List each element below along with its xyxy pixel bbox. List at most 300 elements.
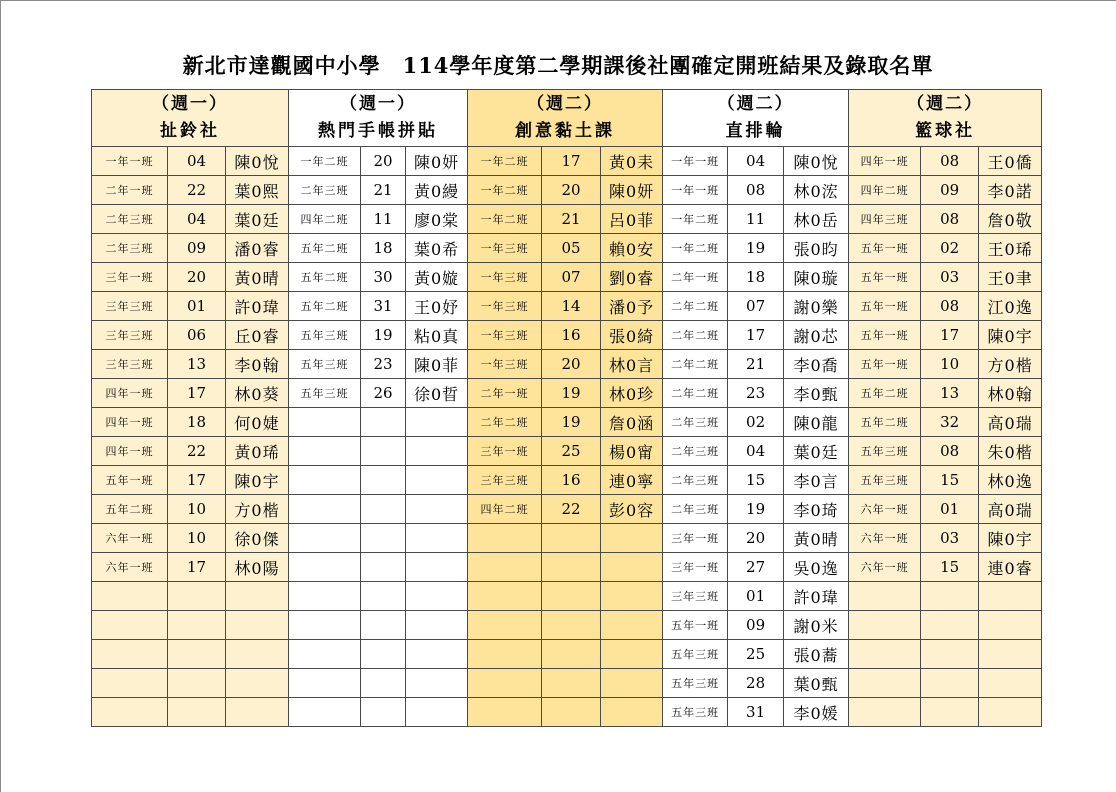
student-class: 五年一班 <box>663 611 728 640</box>
student-class <box>289 495 361 524</box>
student-seat: 20 <box>168 263 226 292</box>
student-name: 高0瑞 <box>979 408 1042 437</box>
student-name: 徐0傑 <box>226 524 289 553</box>
student-class: 三年三班 <box>468 466 542 495</box>
student-name: 吳0逸 <box>784 553 849 582</box>
student-class <box>849 698 921 727</box>
student-class <box>468 524 542 553</box>
student-class: 四年二班 <box>289 205 361 234</box>
student-class: 三年三班 <box>92 292 168 321</box>
student-class <box>849 582 921 611</box>
student-seat: 09 <box>728 611 784 640</box>
student-seat: 09 <box>921 176 979 205</box>
student-seat <box>168 698 226 727</box>
student-class: 五年二班 <box>849 408 921 437</box>
table-row <box>92 553 1042 582</box>
student-name: 何0婕 <box>226 408 289 437</box>
table-row <box>92 263 1042 292</box>
student-name: 陳0妍 <box>406 147 468 176</box>
student-seat: 01 <box>921 495 979 524</box>
club-header <box>92 90 289 147</box>
roster-body <box>92 90 1042 727</box>
student-name: 張0昀 <box>784 234 849 263</box>
student-class <box>289 698 361 727</box>
student-seat: 08 <box>728 176 784 205</box>
student-class: 六年一班 <box>849 495 921 524</box>
student-seat <box>542 524 601 553</box>
student-seat: 03 <box>921 524 979 553</box>
student-seat: 10 <box>168 524 226 553</box>
student-seat: 04 <box>728 437 784 466</box>
student-name: 王0妤 <box>406 292 468 321</box>
student-seat: 09 <box>168 234 226 263</box>
student-class: 一年一班 <box>92 147 168 176</box>
student-class: 五年二班 <box>289 263 361 292</box>
student-name <box>979 640 1042 669</box>
student-class: 一年二班 <box>468 147 542 176</box>
student-name <box>406 582 468 611</box>
student-class: 二年二班 <box>663 321 728 350</box>
student-class: 二年二班 <box>663 379 728 408</box>
student-seat: 17 <box>921 321 979 350</box>
student-name: 陳0妍 <box>601 176 663 205</box>
student-name: 許0瑋 <box>226 292 289 321</box>
student-seat: 27 <box>728 553 784 582</box>
student-class <box>289 437 361 466</box>
student-class: 一年三班 <box>468 321 542 350</box>
student-seat <box>542 640 601 669</box>
student-seat <box>361 437 406 466</box>
student-name: 王0僑 <box>979 147 1042 176</box>
student-seat <box>361 698 406 727</box>
student-name: 陳0菲 <box>406 350 468 379</box>
student-class <box>92 669 168 698</box>
student-seat: 03 <box>921 263 979 292</box>
student-class: 五年三班 <box>289 379 361 408</box>
student-name: 葉0廷 <box>784 437 849 466</box>
student-seat: 10 <box>921 350 979 379</box>
student-class: 六年一班 <box>849 524 921 553</box>
student-name: 林0翰 <box>979 379 1042 408</box>
student-seat: 15 <box>728 466 784 495</box>
student-class: 五年三班 <box>289 321 361 350</box>
student-name <box>406 466 468 495</box>
student-name <box>601 611 663 640</box>
student-class: 一年一班 <box>663 176 728 205</box>
student-name: 林0葵 <box>226 379 289 408</box>
student-name: 徐0晢 <box>406 379 468 408</box>
student-seat <box>921 611 979 640</box>
student-class: 四年一班 <box>92 379 168 408</box>
student-class: 四年二班 <box>468 495 542 524</box>
student-class: 三年一班 <box>663 553 728 582</box>
student-seat: 14 <box>542 292 601 321</box>
student-name: 林0珍 <box>601 379 663 408</box>
student-name <box>601 640 663 669</box>
student-class: 二年三班 <box>663 408 728 437</box>
student-seat <box>168 611 226 640</box>
student-seat: 05 <box>542 234 601 263</box>
student-class <box>289 408 361 437</box>
student-seat: 11 <box>728 205 784 234</box>
club-name: 熱門手帳拼貼 <box>318 121 439 141</box>
student-seat <box>542 611 601 640</box>
student-name: 葉0希 <box>406 234 468 263</box>
student-name: 李0琦 <box>784 495 849 524</box>
student-seat: 19 <box>361 321 406 350</box>
student-name: 楊0甯 <box>601 437 663 466</box>
table-row <box>92 611 1042 640</box>
student-seat: 08 <box>921 205 979 234</box>
student-class <box>92 611 168 640</box>
student-name: 賴0安 <box>601 234 663 263</box>
student-seat: 22 <box>542 495 601 524</box>
student-seat: 17 <box>168 466 226 495</box>
student-class: 五年二班 <box>289 234 361 263</box>
student-seat <box>361 408 406 437</box>
student-name <box>406 640 468 669</box>
student-name: 黃0縵 <box>406 176 468 205</box>
student-name: 謝0米 <box>784 611 849 640</box>
student-seat: 22 <box>168 176 226 205</box>
student-class: 六年一班 <box>92 524 168 553</box>
student-seat: 25 <box>542 437 601 466</box>
student-name: 高0瑞 <box>979 495 1042 524</box>
club-week: （週一） <box>340 94 417 114</box>
student-seat: 26 <box>361 379 406 408</box>
table-row <box>92 408 1042 437</box>
student-seat: 18 <box>361 234 406 263</box>
student-class <box>468 611 542 640</box>
student-seat: 08 <box>921 437 979 466</box>
student-seat <box>361 524 406 553</box>
student-seat: 19 <box>728 234 784 263</box>
table-row <box>92 466 1042 495</box>
student-seat <box>921 669 979 698</box>
student-seat: 31 <box>361 292 406 321</box>
student-name <box>406 524 468 553</box>
student-name <box>979 698 1042 727</box>
student-class <box>468 698 542 727</box>
student-name: 連0寧 <box>601 466 663 495</box>
student-name: 丘0睿 <box>226 321 289 350</box>
table-row <box>92 437 1042 466</box>
student-class: 三年三班 <box>92 321 168 350</box>
student-seat: 08 <box>921 147 979 176</box>
student-seat: 18 <box>728 263 784 292</box>
student-name <box>601 698 663 727</box>
student-name <box>601 669 663 698</box>
student-class: 一年三班 <box>468 350 542 379</box>
student-class: 一年二班 <box>468 205 542 234</box>
table-row <box>92 582 1042 611</box>
student-name: 葉0廷 <box>226 205 289 234</box>
student-name: 廖0棠 <box>406 205 468 234</box>
student-name <box>406 611 468 640</box>
student-class <box>468 640 542 669</box>
student-class: 五年三班 <box>663 698 728 727</box>
student-seat <box>361 669 406 698</box>
student-class: 二年三班 <box>663 495 728 524</box>
student-class: 四年三班 <box>849 205 921 234</box>
student-seat: 04 <box>168 205 226 234</box>
student-class: 一年三班 <box>468 234 542 263</box>
student-class: 一年二班 <box>468 176 542 205</box>
student-seat: 01 <box>168 292 226 321</box>
student-seat: 02 <box>921 234 979 263</box>
student-name: 許0瑋 <box>784 582 849 611</box>
student-class: 二年三班 <box>663 437 728 466</box>
student-name: 葉0熙 <box>226 176 289 205</box>
student-seat <box>168 640 226 669</box>
student-seat: 25 <box>728 640 784 669</box>
student-seat: 08 <box>921 292 979 321</box>
student-class <box>92 640 168 669</box>
student-name: 陳0宇 <box>226 466 289 495</box>
student-class: 一年二班 <box>663 234 728 263</box>
student-name: 連0睿 <box>979 553 1042 582</box>
table-row <box>92 350 1042 379</box>
student-name: 張0蕎 <box>784 640 849 669</box>
student-class <box>849 669 921 698</box>
student-name: 陳0龍 <box>784 408 849 437</box>
student-seat: 30 <box>361 263 406 292</box>
student-seat: 28 <box>728 669 784 698</box>
student-seat: 11 <box>361 205 406 234</box>
student-name <box>406 408 468 437</box>
table-row <box>92 176 1042 205</box>
student-name: 彭0容 <box>601 495 663 524</box>
student-name <box>406 495 468 524</box>
student-name: 黃0耒 <box>601 147 663 176</box>
student-seat: 04 <box>168 147 226 176</box>
student-name <box>979 669 1042 698</box>
student-name: 陳0宇 <box>979 524 1042 553</box>
student-name: 王0聿 <box>979 263 1042 292</box>
student-seat <box>921 582 979 611</box>
student-class <box>289 466 361 495</box>
student-seat: 17 <box>168 553 226 582</box>
student-seat: 07 <box>728 292 784 321</box>
student-class: 五年一班 <box>849 234 921 263</box>
student-name: 葉0甄 <box>784 669 849 698</box>
table-row <box>92 698 1042 727</box>
student-name: 方0楷 <box>226 495 289 524</box>
student-class <box>468 553 542 582</box>
student-seat: 07 <box>542 263 601 292</box>
student-class: 五年一班 <box>849 350 921 379</box>
student-seat: 21 <box>542 205 601 234</box>
roster-table <box>91 89 1042 727</box>
student-class: 一年三班 <box>468 292 542 321</box>
student-name <box>979 611 1042 640</box>
student-class <box>289 640 361 669</box>
page-title: 新北市達觀國中小學 114學年度第二學期課後社團確定開班結果及錄取名單 <box>182 53 934 78</box>
student-seat <box>542 582 601 611</box>
student-class: 二年二班 <box>663 350 728 379</box>
student-class: 三年三班 <box>92 350 168 379</box>
student-name: 江0逸 <box>979 292 1042 321</box>
student-class: 五年三班 <box>663 640 728 669</box>
student-class <box>289 669 361 698</box>
student-name <box>406 669 468 698</box>
student-name: 陳0悅 <box>226 147 289 176</box>
student-name <box>226 611 289 640</box>
student-seat: 32 <box>921 408 979 437</box>
student-seat: 19 <box>728 495 784 524</box>
student-name <box>406 437 468 466</box>
table-row <box>92 147 1042 176</box>
student-class: 五年三班 <box>663 669 728 698</box>
student-name <box>601 582 663 611</box>
table-row <box>92 234 1042 263</box>
student-name <box>601 553 663 582</box>
student-seat: 23 <box>361 350 406 379</box>
student-name: 陳0悅 <box>784 147 849 176</box>
student-seat: 16 <box>542 466 601 495</box>
student-name <box>601 524 663 553</box>
student-seat <box>361 611 406 640</box>
student-name <box>226 698 289 727</box>
student-class: 六年一班 <box>92 553 168 582</box>
student-name: 李0甄 <box>784 379 849 408</box>
student-name: 方0楷 <box>979 350 1042 379</box>
club-week: （週二） <box>527 94 604 114</box>
student-name <box>226 669 289 698</box>
student-seat: 20 <box>361 147 406 176</box>
student-name <box>226 640 289 669</box>
student-seat: 10 <box>168 495 226 524</box>
student-class: 三年一班 <box>663 524 728 553</box>
student-seat: 04 <box>728 147 784 176</box>
student-class: 一年三班 <box>468 263 542 292</box>
student-class <box>92 698 168 727</box>
student-name: 詹0敬 <box>979 205 1042 234</box>
student-name: 李0諾 <box>979 176 1042 205</box>
student-name: 林0言 <box>601 350 663 379</box>
student-class: 五年三班 <box>849 437 921 466</box>
student-seat: 01 <box>728 582 784 611</box>
student-class: 二年三班 <box>92 234 168 263</box>
student-class <box>289 553 361 582</box>
table-row <box>92 640 1042 669</box>
student-class: 六年一班 <box>849 553 921 582</box>
club-header <box>663 90 849 147</box>
student-class <box>92 582 168 611</box>
student-name: 李0媛 <box>784 698 849 727</box>
student-seat: 17 <box>728 321 784 350</box>
student-seat: 19 <box>542 408 601 437</box>
student-class <box>849 611 921 640</box>
student-class <box>468 669 542 698</box>
student-seat: 23 <box>728 379 784 408</box>
student-class: 二年一班 <box>92 176 168 205</box>
student-seat: 22 <box>168 437 226 466</box>
student-name: 林0陽 <box>226 553 289 582</box>
student-seat <box>168 582 226 611</box>
student-seat: 21 <box>728 350 784 379</box>
student-class: 二年三班 <box>289 176 361 205</box>
club-header <box>468 90 663 147</box>
student-seat <box>361 582 406 611</box>
student-name: 陳0璇 <box>784 263 849 292</box>
student-seat: 19 <box>542 379 601 408</box>
student-seat: 20 <box>728 524 784 553</box>
student-class: 二年一班 <box>468 379 542 408</box>
student-name: 王0琋 <box>979 234 1042 263</box>
student-name: 詹0涵 <box>601 408 663 437</box>
student-name: 李0言 <box>784 466 849 495</box>
table-row <box>92 379 1042 408</box>
student-seat <box>361 553 406 582</box>
student-class: 三年一班 <box>92 263 168 292</box>
student-name: 黃0琋 <box>226 437 289 466</box>
student-class: 五年三班 <box>849 466 921 495</box>
student-class: 五年一班 <box>849 321 921 350</box>
student-class: 五年一班 <box>849 292 921 321</box>
student-class: 五年二班 <box>289 292 361 321</box>
club-name: 扯鈴社 <box>160 121 221 141</box>
student-name <box>406 698 468 727</box>
student-name: 陳0宇 <box>979 321 1042 350</box>
student-name: 李0喬 <box>784 350 849 379</box>
student-class: 一年二班 <box>289 147 361 176</box>
student-seat <box>542 669 601 698</box>
student-name: 林0浤 <box>784 176 849 205</box>
student-class <box>289 611 361 640</box>
student-name: 李0翰 <box>226 350 289 379</box>
student-name: 張0綺 <box>601 321 663 350</box>
student-seat: 15 <box>921 553 979 582</box>
club-header-row <box>92 90 1042 147</box>
student-seat <box>361 640 406 669</box>
club-name: 籃球社 <box>915 121 976 141</box>
student-class: 四年二班 <box>849 176 921 205</box>
student-class: 四年一班 <box>849 147 921 176</box>
student-seat <box>542 698 601 727</box>
student-class: 二年三班 <box>663 466 728 495</box>
student-name <box>406 553 468 582</box>
student-name: 朱0楷 <box>979 437 1042 466</box>
student-seat: 13 <box>168 350 226 379</box>
student-class: 二年二班 <box>663 292 728 321</box>
student-class: 四年一班 <box>92 408 168 437</box>
student-name: 林0逸 <box>979 466 1042 495</box>
table-row <box>92 495 1042 524</box>
student-name: 潘0予 <box>601 292 663 321</box>
student-seat: 16 <box>542 321 601 350</box>
student-class: 五年二班 <box>92 495 168 524</box>
student-class: 三年三班 <box>663 582 728 611</box>
club-week: （週二） <box>717 94 794 114</box>
student-name <box>979 582 1042 611</box>
table-row <box>92 292 1042 321</box>
student-class <box>289 582 361 611</box>
student-class: 五年一班 <box>92 466 168 495</box>
student-seat: 31 <box>728 698 784 727</box>
student-seat: 15 <box>921 466 979 495</box>
table-row <box>92 524 1042 553</box>
student-name: 林0岳 <box>784 205 849 234</box>
club-header <box>289 90 468 147</box>
student-class: 五年二班 <box>849 379 921 408</box>
student-seat: 17 <box>542 147 601 176</box>
student-name: 粘0真 <box>406 321 468 350</box>
table-row <box>92 321 1042 350</box>
club-header <box>849 90 1042 147</box>
student-seat <box>921 640 979 669</box>
club-week: （週二） <box>907 94 984 114</box>
